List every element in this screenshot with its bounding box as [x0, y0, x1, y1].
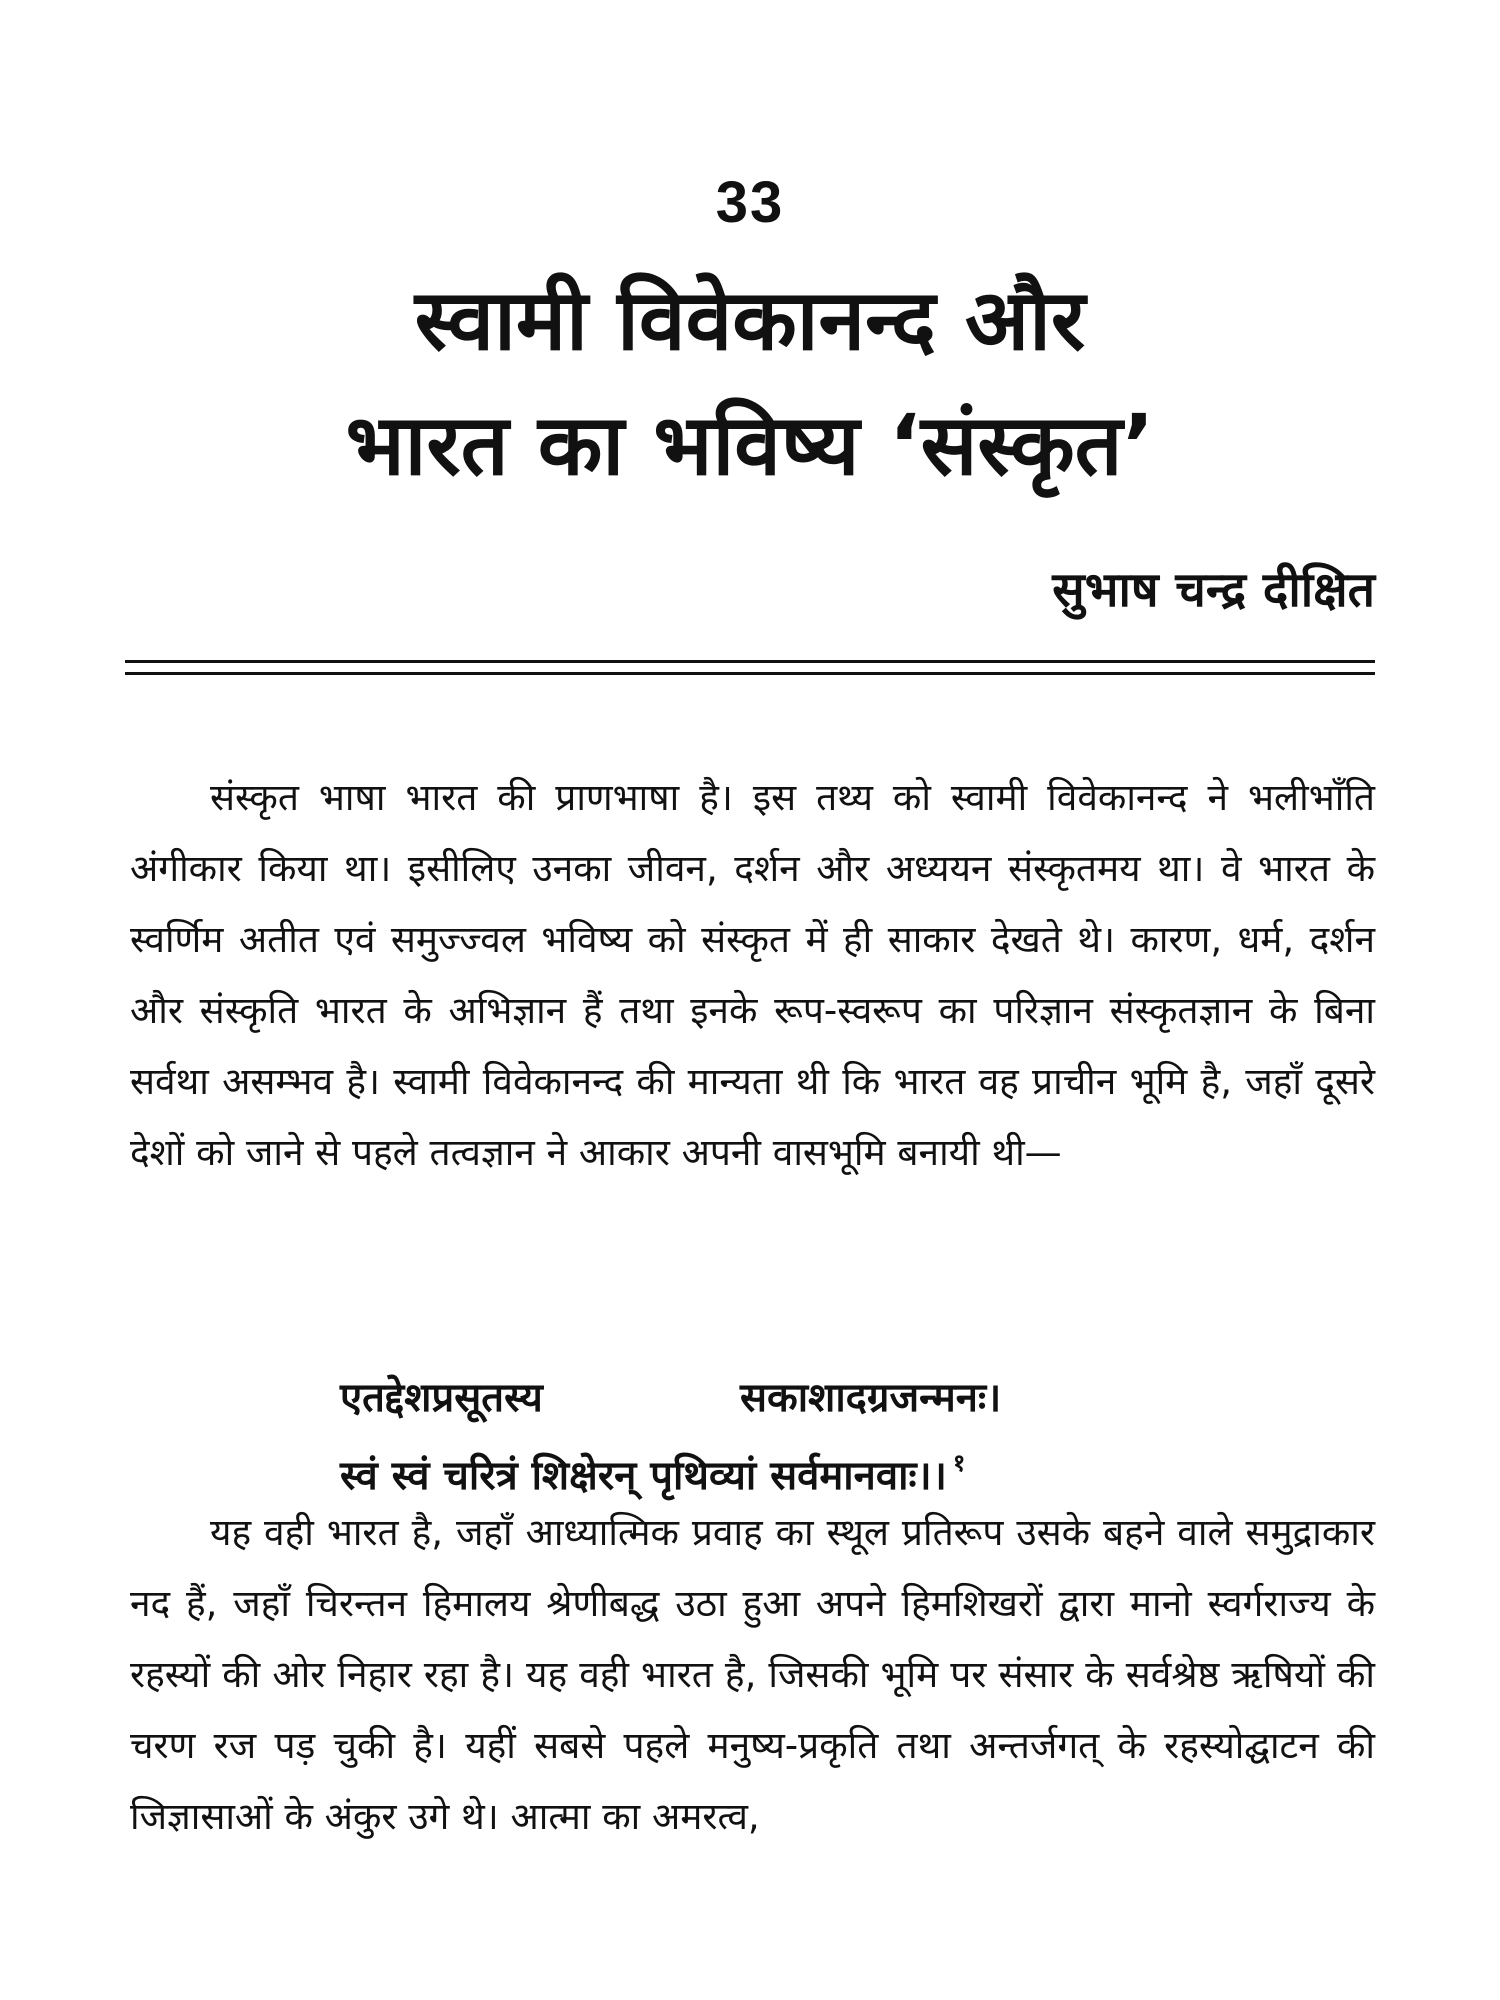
chapter-title-line-2: भारत का भविष्य ‘संस्कृत’: [345, 396, 1155, 494]
title-divider-upper: [125, 660, 1375, 663]
title-divider-lower: [125, 672, 1375, 675]
verse-line-1: [340, 1367, 1240, 1429]
footnote-marker[interactable]: १: [952, 1449, 966, 1477]
author-name: सुभाष चन्द्र दीक्षित: [1052, 562, 1375, 618]
paragraph-1: [130, 762, 1375, 1188]
verse-line-2-text: स्वं स्वं चरित्रं शिक्षेरन् पृथिव्यां सर्वमानवाः।।: [340, 1453, 947, 1499]
paragraph-text: संस्कृत भाषा भारत की प्राणभाषा है। इस तथ्य को स्वामी विवेकानन्द ने भलीभाँति अंगीकार किया था। इसीलिए उनका जीवन, दर्शन और अध्ययन संस्कृतमय था। वे भारत के स्वर्णिम अतीत एवं समुज्ज्वल भविष्य को संस्कृत में ही साकार देखते थे। कारण, धर्म, दर्शन और संस्कृति भारत के अभिज्ञान हैं तथा इनके रूप-स्वरूप का परिज्ञान संस्कृतज्ञान के बिना सर्वथा असम्भव है। स्वामी विवेकानन्द की मान्यता थी कि भारत वह प्राचीन भूमि है, जहाँ दूसरे देशों को जाने से पहले तत्वज्ञान ने आकार अपनी वासभूमि बनायी थी—: [130, 776, 1375, 1174]
verse-line-1-left: एतद्देशप्रसूतस्य: [340, 1375, 543, 1421]
verse-line-1-right: सकाशादग्रजन्मनः।: [740, 1375, 1002, 1421]
verse-line-2: [340, 1432, 1240, 1507]
chapter-number: 33: [715, 170, 785, 235]
paragraph-2: [130, 1497, 1375, 1852]
paragraph-text: यह वही भारत है, जहाँ आध्यात्मिक प्रवाह का स्थूल प्रतिरूप उसके बहने वाले समुद्राकार नद हैं, जहाँ चिरन्तन हिमालय श्रेणीबद्ध उठा हुआ अपने हिमशिखरों द्वारा मानो स्वर्गराज्य के रहस्यों की ओर निहार रहा है। यह वही भारत है, जिसकी भूमि पर संसार के सर्वश्रेष्ठ ऋषियों की चरण रज पड़ चुकी है। यहीं सबसे पहले मनुष्य-प्रकृति तथा अन्तर्जगत् के रहस्योद्घाटन की जिज्ञासाओं के अंकुर उगे थे। आत्मा का अमरत्व,: [130, 1511, 1375, 1838]
chapter-title-line-1: स्वामी विवेकानन्द और: [414, 271, 1086, 369]
